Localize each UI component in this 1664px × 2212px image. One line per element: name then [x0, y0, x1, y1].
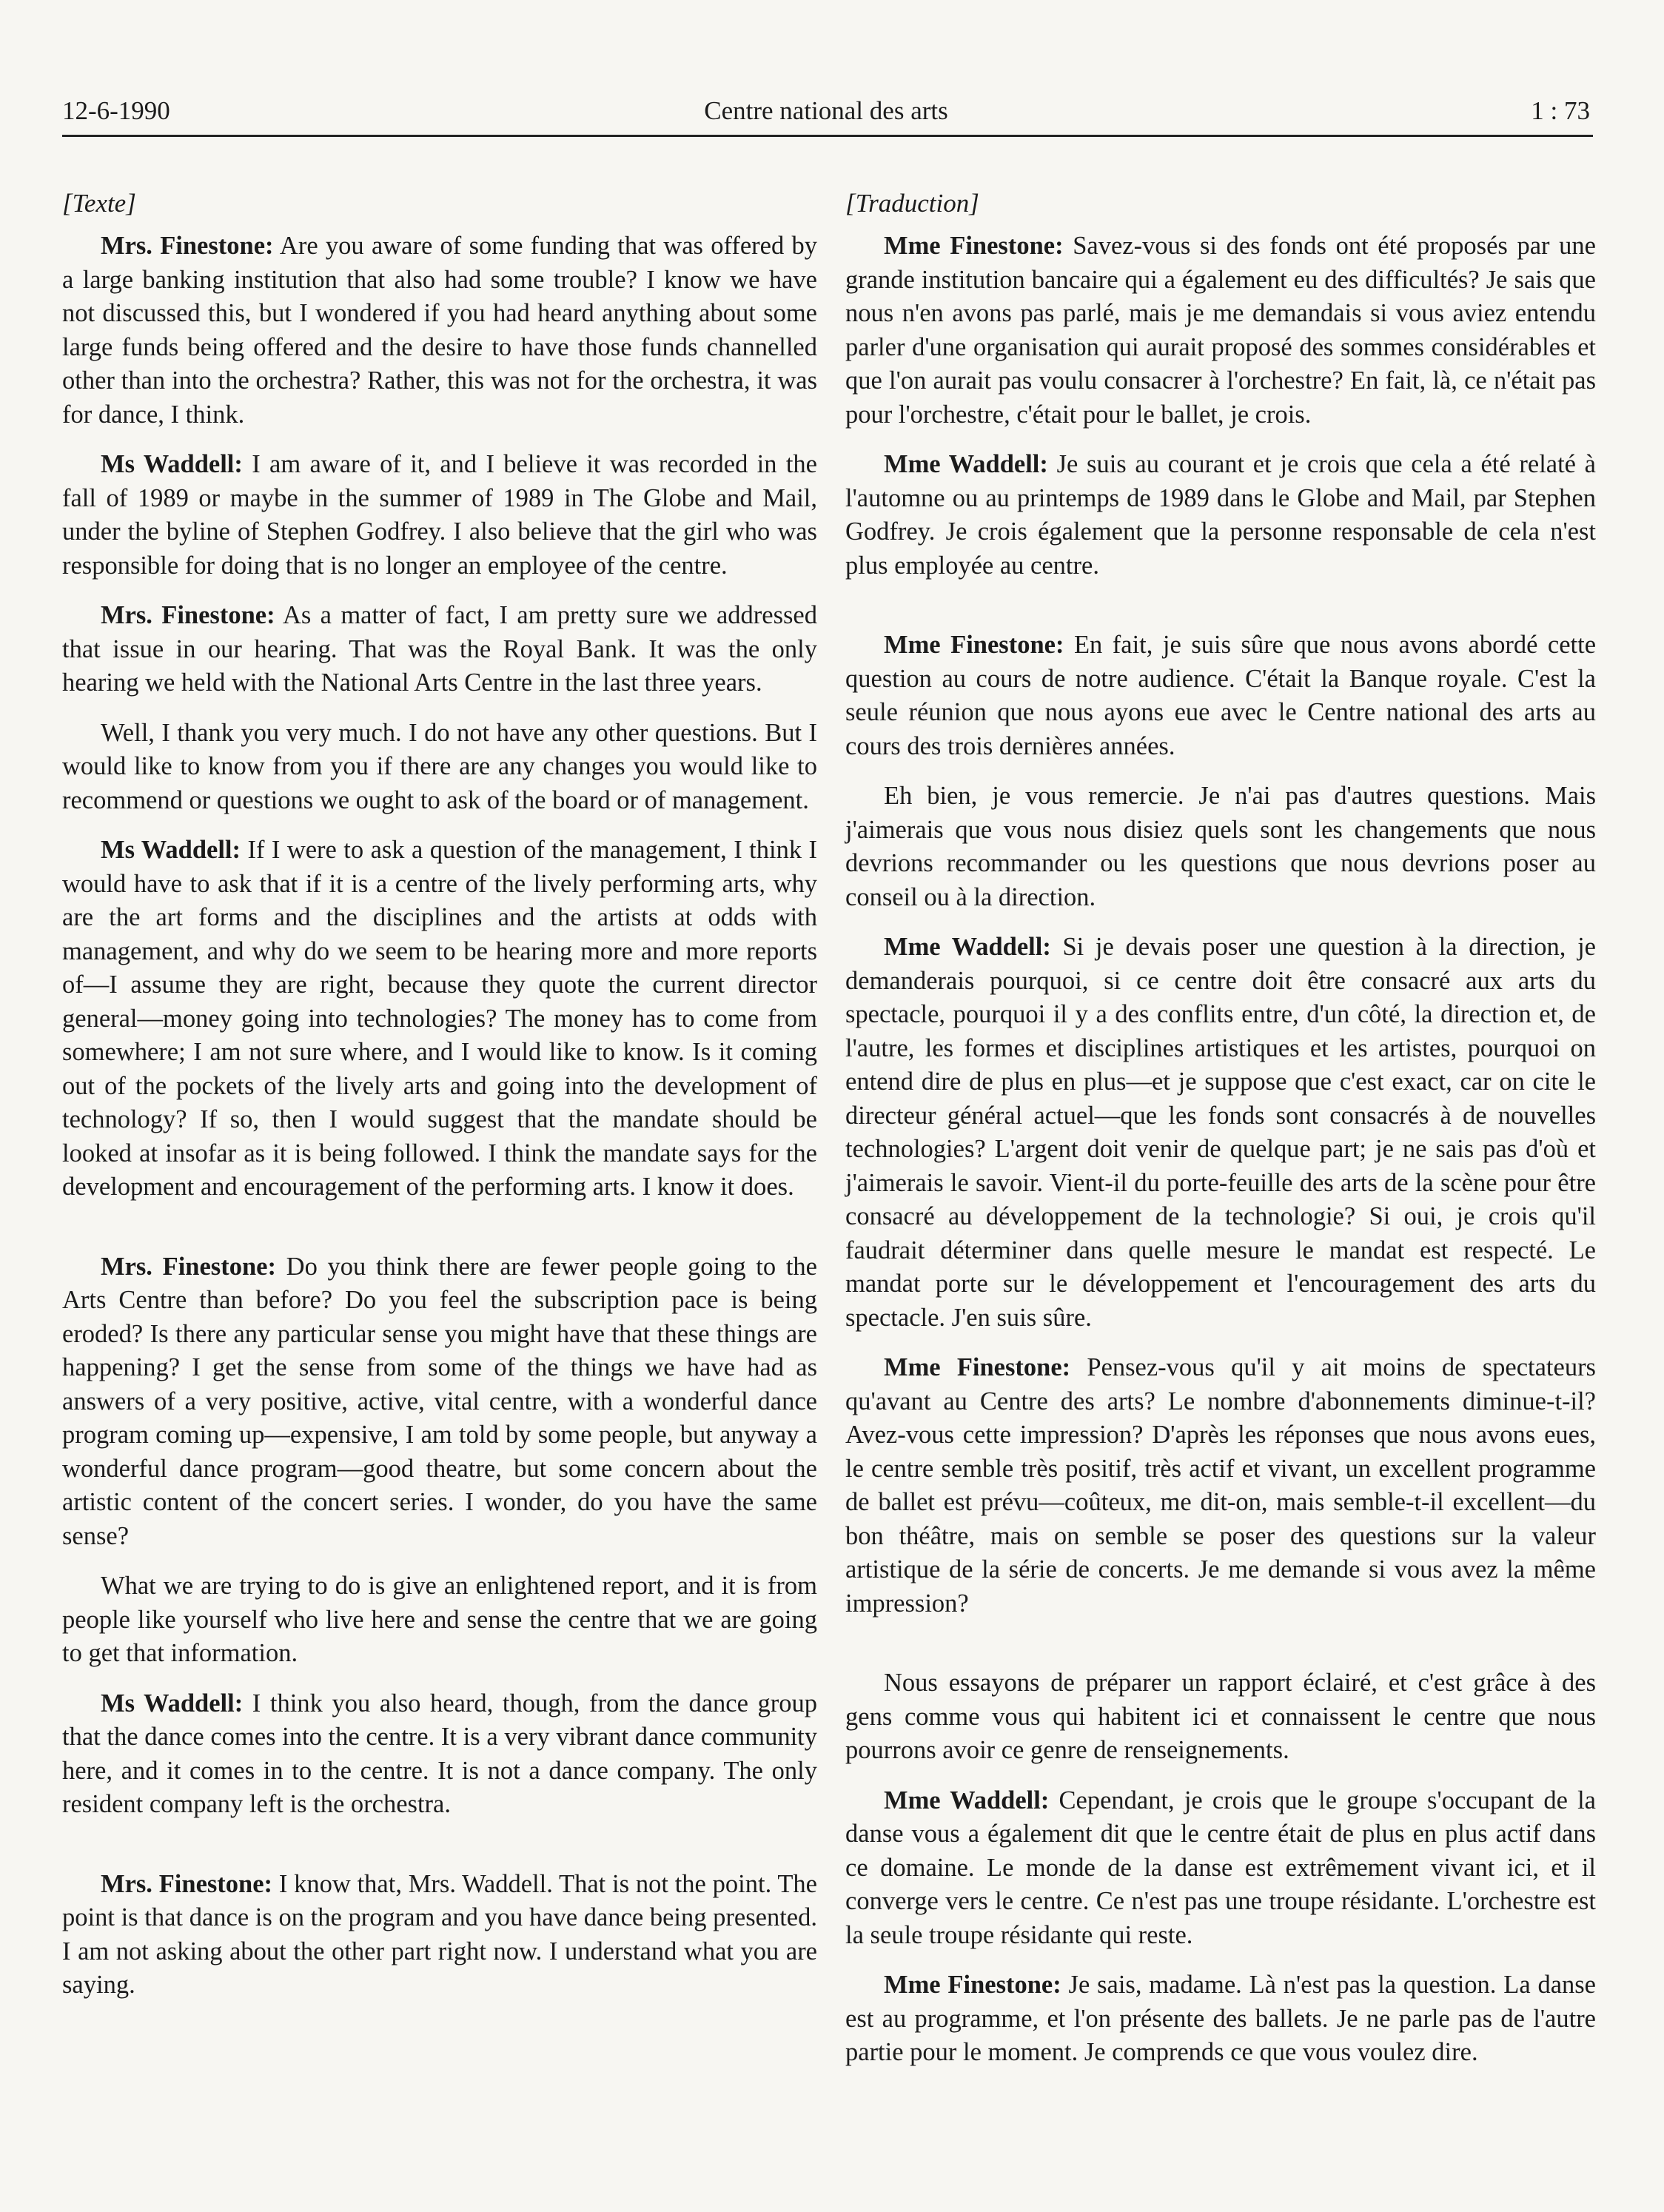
paragraph-text: Do you think there are fewer people going to the Arts Centre than before? Do you feel the subscription pace is being eroded? Is there any particular sense you might have that these things are happening? I get the sense from some of the things we have had as answers of a very positive, active, vital centre, with a wonderful dance program coming up—expensive, I am told by some people, but anyway a wonderful dance program—good theatre, but some concern about the artistic content of the concert series. I wonder, do you have the same sense? — [62, 1252, 817, 1550]
header-title: Centre national des arts — [704, 96, 948, 125]
speaker-name: Mrs. Finestone: — [101, 1869, 273, 1898]
paragraph — [845, 931, 1596, 1335]
paragraph-text: Si je devais poser une question à la direction, je demanderais pourquoi, si ce centre doit être consacré aux arts du spectacle, pourquoi il y a des conflits entre, d'un côté, la direction et, de l'autre, les formes et disciplines artistiques et les artistes, pourquoi on entend dire de plus en plus—et je suppose que c'est exact, car on cite le directeur général actuel—que les fonds sont consacrés à de nouvelles technologies? L'argent doit venir de quelque part; je ne sais pas d'où et j'aimerais le savoir. Vient-il du porte-feuille des arts de la scène pour être consacré au développement de la technologie? Si oui, je crois qu'il faudrait déterminer dans quelle mesure le mandat est respecté. Le mandat porte sur le développement et l'encouragement des arts du spectacle. J'en suis sûre. — [845, 933, 1596, 1332]
paragraph — [62, 834, 817, 1204]
speaker-name: Mme Finestone: — [884, 1353, 1071, 1381]
paragraph-text: Eh bien, je vous remercie. Je n'ai pas d'autres questions. Mais j'aimerais que vous nous disiez quels sont les changements que nous devrions recommander ou les questions que nous devrions poser au conseil ou à la direction. — [845, 782, 1596, 911]
paragraph-text: Are you aware of some funding that was offered by a large banking institution that also had some trouble? I know we have not discussed this, but I wondered if you had heard anything about some large funds being offered and the desire to have those funds channelled other than into the orchestra? Rather, this was not for the orchestra, it was for dance, I think. — [62, 232, 817, 429]
paragraph-text: As a matter of fact, I am pretty sure we addressed that issue in our hearing. That was the Royal Bank. It was the only hearing we held with the National Arts Centre in the last three years. — [62, 601, 817, 697]
speaker-name: Mrs. Finestone: — [101, 232, 274, 260]
header-date: 12-6-1990 — [62, 96, 170, 125]
speaker-name: Ms Waddell: — [101, 450, 243, 478]
paragraph — [62, 1250, 817, 1554]
paragraph — [62, 1868, 817, 2002]
paragraph — [62, 1687, 817, 1822]
column-label: [Texte] — [62, 189, 136, 218]
paragraph-text: Cependant, je crois que le groupe s'occupant de la danse vous a également dit que le centre était de plus en plus actif dans ce domaine. Le monde de la danse est extrêmement vivant ici, et il converge vers le centre. Ce n'est pas une troupe résidante. L'orchestre est la seule troupe résidante qui reste. — [845, 1786, 1596, 1949]
speaker-name: Mme Finestone: — [884, 1971, 1061, 1999]
paragraph-text: Pensez-vous qu'il y ait moins de spectateurs qu'avant au Centre des arts? Le nombre d'abonnements diminue-t-il? Avez-vous cette impression? D'après les réponses que nous avons eues, le centre semble très positif, très actif et vivant, un excellent programme de ballet est prévu—coûteux, me dit-on, mais semble-t-il excellent—du bon théâtre, mais on semble se poser des questions sur la valeur artistique de la série de concerts. Je me demande si vous avez la même impression? — [845, 1353, 1596, 1618]
paragraph-text: What we are trying to do is give an enlightened report, and it is from people like yourself who live here and sense the centre that we are going to get that information. — [62, 1572, 817, 1667]
paragraph-text: If I were to ask a question of the management, I think I would have to ask that if it is a centre of the lively performing arts, why are the art forms and the disciplines and the artists at odds with management, and why do we seem to be hearing more and more reports of—I assume they are right, because they quote the current director general—money going into technologies? The money has to come from somewhere; I am not sure where, and I would like to know. Is it coming out of the pockets of the lively arts and going into the development of technology? If so, then I would suggest that the mandate should be looked at insofar as it is being followed. I think the mandate says for the development and encouragement of the performing arts. I know it does. — [62, 836, 817, 1201]
paragraph-text: I think you also heard, though, from the dance group that the dance comes into the centre. It is a very vibrant dance community here, and it comes in to the centre. It is not a dance company. The only resident company left is the orchestra. — [62, 1689, 817, 1818]
paragraph — [62, 229, 817, 432]
paragraph — [845, 1968, 1596, 2070]
paragraph — [845, 629, 1596, 763]
paragraph — [62, 1569, 817, 1671]
paragraph — [62, 599, 817, 700]
paragraph — [845, 448, 1596, 583]
header-rule — [62, 135, 1593, 137]
paragraph — [845, 1666, 1596, 1768]
paragraph — [845, 1351, 1596, 1621]
speaker-name: Mrs. Finestone: — [101, 1252, 276, 1281]
speaker-name: Mme Waddell: — [884, 450, 1048, 478]
header-page-number: 1 : 73 — [1531, 96, 1590, 125]
paragraph-text: En fait, je suis sûre que nous avons abordé cette question au cours de notre audience. C'était la Banque royale. C'est la seule réunion que nous ayons eue avec le Centre national des arts au cours des trois dernières années. — [845, 631, 1597, 760]
speaker-name: Mme Finestone: — [884, 232, 1064, 260]
paragraph-text: Je suis au courant et je crois que cela a été relaté à l'automne ou au printemps de 1989 dans le Globe and Mail, par Stephen Godfrey. Je crois également que la personne responsable de cela n'est plus employée au centre. — [845, 450, 1596, 580]
speaker-name: Mme Waddell: — [884, 1786, 1050, 1814]
paragraph-text: I am aware of it, and I believe it was recorded in the fall of 1989 or maybe in the summer of 1989 in The Globe and Mail, under the byline of Stephen Godfrey. I also believe that the girl who was responsible for doing that is no longer an employee of the centre. — [62, 450, 817, 580]
speaker-name: Mme Finestone: — [884, 631, 1064, 659]
speaker-name: Mme Waddell: — [884, 933, 1051, 961]
column-label: [Traduction] — [845, 189, 979, 218]
paragraph-text: Nous essayons de préparer un rapport éclairé, et c'est grâce à des gens comme vous qui habitent ici et connaissent le centre que nous pourrons avoir ce genre de renseignements. — [845, 1669, 1596, 1764]
paragraph-text: Well, I thank you very much. I do not have any other questions. But I would like to know from you if there are any changes you would like to recommend or questions we ought to ask of the board or of management. — [62, 718, 817, 814]
paragraph-text: Savez-vous si des fonds ont été proposés par une grande institution bancaire qui a également eu des difficultés? Je sais que nous n'en avons pas parlé, mais je me demandais si vous aviez entendu parler d'une organisation qui aurait proposé des sommes considérables et que l'on aurait pas voulu consacrer à l'orchestre? En fait, là, ce n'était pas pour l'orchestre, c'était pour le ballet, je crois. — [845, 232, 1596, 429]
paragraph — [62, 448, 817, 583]
speaker-name: Ms Waddell: — [101, 836, 241, 864]
paragraph-text: I know that, Mrs. Waddell. That is not the point. The point is that dance is on the program and you have dance being presented. I am not asking about the other part right now. I understand what you are saying. — [62, 1869, 817, 1999]
french-column — [845, 187, 1596, 2086]
paragraph — [845, 780, 1596, 914]
paragraph — [845, 1784, 1596, 1953]
paragraph — [62, 717, 817, 818]
speaker-name: Mrs. Finestone: — [101, 601, 275, 629]
page-header — [62, 95, 1590, 136]
paragraph — [845, 229, 1596, 432]
speaker-name: Ms Waddell: — [101, 1689, 244, 1717]
english-column — [62, 187, 817, 2019]
paragraph-text: Je sais, madame. Là n'est pas la question. La danse est au programme, et l'on présente des ballets. Je ne parle pas de l'autre partie pour le moment. Je comprends ce que vous voulez dire. — [845, 1971, 1596, 2066]
